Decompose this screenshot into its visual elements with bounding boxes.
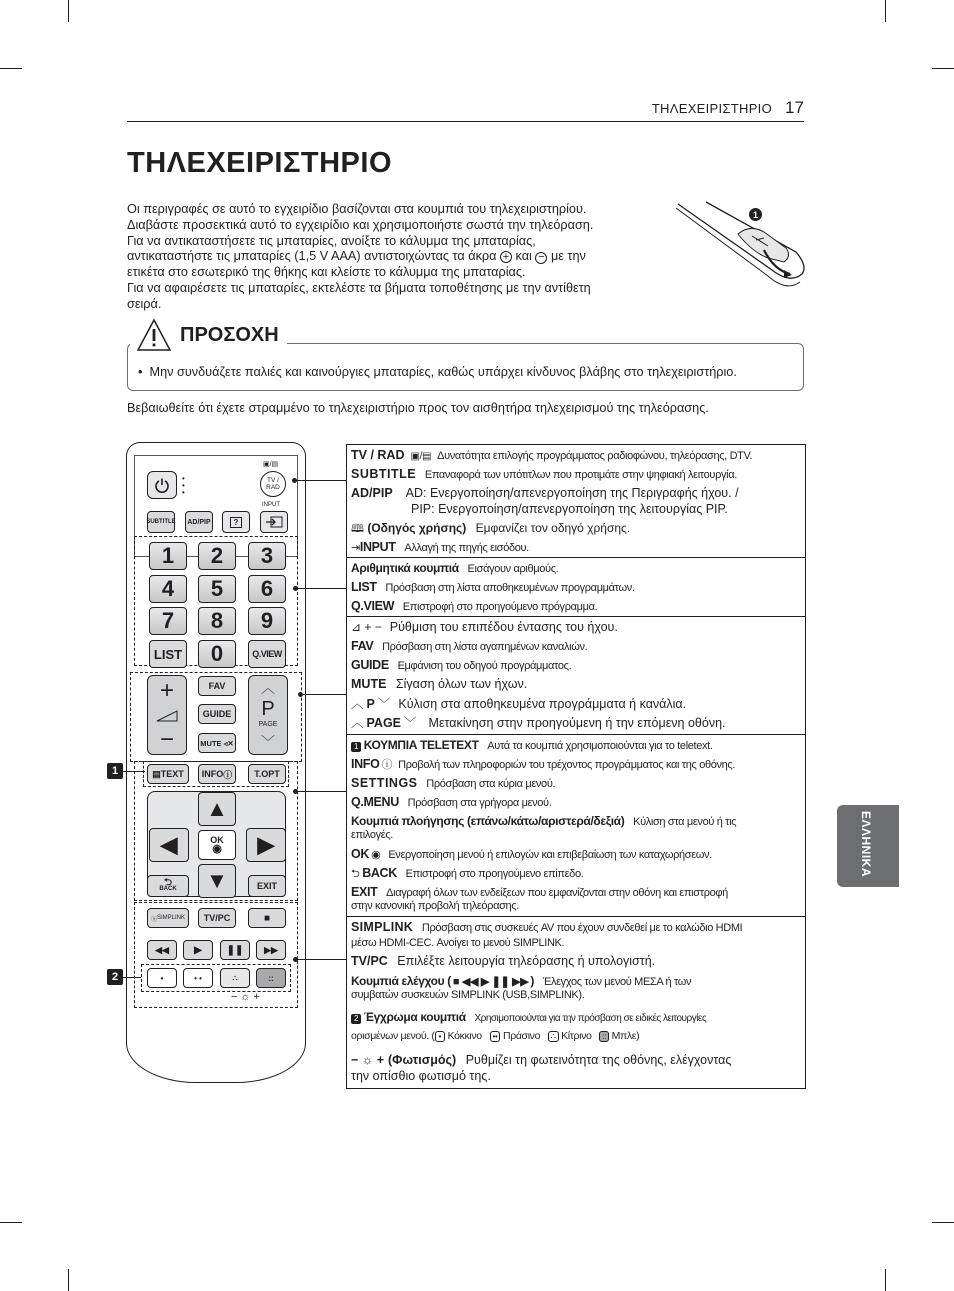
row-control-buttons-cont: συμβατών συσκευών SIMPLINK (USB,SIMPLINK). (351, 989, 585, 1001)
nav-down-button[interactable]: ▼ (198, 864, 236, 898)
crop-mark (68, 1269, 69, 1291)
blue-key-icon: :: (599, 1031, 609, 1042)
nav-up-button[interactable]: ▲ (198, 792, 236, 826)
nav-left-button[interactable]: ◀ (149, 828, 189, 862)
warning-icon (136, 318, 172, 352)
play-button[interactable] (183, 940, 213, 960)
row-exit-cont: στην κανονική προβολή τηλεόρασης. (351, 900, 519, 912)
row-subtitle: SUBTITLE Επαναφορά των υπότιτλων που προτιμάτε στην ψηφιακή λειτουργία. (351, 467, 737, 481)
row-volume: ⊿ + − Ρύθμιση του επιπέδου έντασης του ήχου. (351, 620, 618, 634)
intro-line: σειρά. (127, 296, 162, 311)
subtitle-button[interactable]: SUBTITLE (147, 511, 175, 533)
intro-line: Για να αντικαταστήσετε τις μπαταρίες, ανοίξτε το κάλυμμα της μπαταρίας, (127, 233, 536, 248)
row-input: ⇥INPUT Αλλαγή της πηγής εισόδου. (351, 540, 529, 554)
chevron-down-icon: ﹀ (377, 697, 391, 711)
program-label: P (261, 698, 275, 721)
three-dots-icon: ∴ (232, 973, 238, 983)
guide-button[interactable]: GUIDE (198, 704, 236, 724)
chevron-down-icon: ﹀ (404, 716, 417, 730)
row-help: 🕮 (Οδηγός χρήσης) Εμφανίζει τον οδηγό χρήσης. (351, 521, 631, 535)
power-icon (154, 477, 170, 493)
row-exit: EXIT Διαγραφή όλων των ενδείξεων που εμφανίζονται στην οθόνη και επιστροφή (351, 885, 728, 899)
digit-6-button[interactable]: 6 (248, 575, 286, 603)
volume-up-icon: + (159, 676, 174, 704)
minus-terminal-icon: − (535, 252, 547, 264)
tv-rad-button[interactable]: TV / RAD (260, 471, 286, 497)
table-section-media (347, 917, 805, 1088)
page-number: 17 (785, 98, 804, 117)
dots-icon: • • • (182, 474, 185, 497)
back-icon: ⮌ (351, 868, 360, 880)
digit-3-button[interactable]: 3 (248, 542, 286, 570)
rewind-icon: ◀◀ (155, 944, 169, 955)
fav-button[interactable]: FAV (198, 676, 236, 696)
book-icon: 🕮 (351, 523, 364, 535)
crop-mark (68, 0, 69, 22)
book-icon: ? (230, 517, 243, 528)
caution-header (130, 318, 287, 352)
table-section-numbers (347, 558, 805, 617)
simplink-icon: Ⓢ (150, 916, 157, 923)
running-title: ΤΗΛΕΧΕΙΡΙΣΤΗΡΙΟ (651, 101, 772, 116)
pause-icon: ❚❚ (226, 944, 244, 956)
nav-right-button[interactable]: ▶ (246, 828, 286, 862)
fast-forward-icon: ▶▶ (264, 944, 278, 955)
row-backlight-cont: την οπίσθιο φωτισμό της. (351, 1069, 491, 1083)
back-icon: ⮌ (163, 877, 172, 888)
green-button[interactable] (183, 968, 213, 988)
row-color-buttons-cont: ορισμένων μενού. ( • Κόκκινο •• Πράσινο ∴ Κίτρινο :: Μπλε) (351, 1030, 640, 1042)
chevron-down-icon: ﹀ (261, 733, 275, 750)
teletext-callout: 1 (107, 763, 123, 779)
battery-step-callout: 1 (749, 208, 762, 221)
row-ad-pip-cont: PIP: Ενεργοποίηση/απενεργοποίηση της λειτουργίας PIP. (411, 502, 728, 516)
volume-down-icon: − (159, 726, 174, 754)
caution-bullet: • Μην συνδυάζετε παλιές και καινούργιες μπαταρίες, καθώς υπάρχει κίνδυνος βλάβης στο τηλεχειριστήριο. (138, 365, 737, 379)
volume-rocker[interactable] (147, 675, 187, 755)
input-button[interactable] (260, 511, 288, 533)
backlight-icon: −☼+ (231, 991, 263, 1003)
intro-text (127, 202, 667, 313)
intro-line: Οι περιγραφές σε αυτό το εγχειρίδιο βασίζονται στα κουμπιά του τηλεχειριστηρίου. (127, 202, 587, 216)
red-key-icon: • (435, 1031, 445, 1042)
back-button[interactable]: ⮌ BACK (147, 875, 189, 897)
digit-0-button[interactable]: 0 (198, 640, 236, 668)
tvrad-icon: ▣/▤ (263, 461, 279, 468)
header-rule (127, 121, 804, 122)
intro-line: Για να αφαιρέσετε τις μπαταρίες, εκτελέστε τα βήματα τοποθέτησης με την αντίθετη (127, 280, 591, 295)
four-dots-icon: :: (268, 973, 274, 983)
chevron-up-icon: ︿ (261, 680, 275, 697)
leader-line (297, 588, 346, 589)
language-tab-label: ΕΛΛΗΝΙΚΑ (859, 811, 873, 878)
text-icon: ▤ (152, 768, 161, 779)
row-nav-buttons-cont: επιλογές. (351, 829, 393, 841)
row-mute: MUTE Σίγαση όλων των ήχων. (351, 677, 528, 691)
row-page: ︿ PAGE ﹀ Μετακίνηση στην προηγούμενη ή την επόμενη οθόνη. (351, 716, 726, 730)
orientation-note: Βεβαιωθείτε ότι έχετε στραμμένο το τηλεχειριστήριο προς τον αισθητήρα τηλεχειρισμού της τηλεόρασης. (127, 401, 709, 415)
two-dots-icon: • • (194, 973, 202, 983)
digit-9-button[interactable]: 9 (248, 607, 286, 635)
row-fav: FAV Πρόσβαση στη λίστα αγαπημένων καναλιών. (351, 639, 588, 653)
digit-5-button[interactable]: 5 (198, 575, 236, 603)
color-keys-callout: 2 (107, 969, 123, 985)
row-control-buttons: Κουμπιά ελέγχου ( ■ ◀◀ ▶ ❚❚ ▶▶ ) Έλεγχος των μενού ΜΕΣΑ ή των (351, 974, 692, 988)
ad-pip-button[interactable]: AD/PIP (185, 511, 213, 533)
row-tv-rad: TV / RAD ▣/▤ Δυνατότητα επιλογής προγράμματος ραδιοφώνου, τηλεόρασης, DTV. (351, 448, 753, 462)
red-button[interactable] (147, 968, 177, 988)
media-control-icons: ■ ◀◀ ▶ ❚❚ ▶▶ (452, 976, 529, 988)
yellow-button[interactable] (220, 968, 250, 988)
row-back: ⮌ BACK Επιστροφή στο προηγούμενο επίπεδο. (351, 866, 584, 880)
row-simplink-cont: μέσω HDMI-CEC. Ανοίγει το μενού SIMPLINK. (351, 937, 565, 949)
teletext-leader (123, 771, 145, 772)
chevron-up-icon: ︿ (351, 716, 364, 730)
language-tab (837, 805, 899, 887)
row-program: ︿ P ﹀ Κύλιση στα αποθηκευμένα προγράμματα ή κανάλια. (351, 697, 687, 711)
row-info: INFO ⓘ Προβολή των πληροφοριών του τρέχοντος προγράμματος και της οθόνης. (351, 757, 736, 771)
plus-terminal-icon: + (500, 251, 512, 263)
intro-line: ετικέτα στο εσωτερικό της θήκης και κλείστε το κάλυμμα της μπαταρίας. (127, 265, 526, 280)
row-settings: SETTINGS Πρόσβαση στα κύρια μενού. (351, 776, 556, 790)
info-button[interactable]: INFO ⓘ (198, 764, 236, 784)
t-opt-button[interactable]: T.OPT (248, 764, 286, 784)
crop-mark (885, 1269, 886, 1291)
rewind-button[interactable] (147, 940, 177, 960)
row-ok: OK ◉ Ενεργοποίηση μενού ή επιλογών και επιβεβαίωση των καταχωρήσεων. (351, 847, 712, 861)
table-section-navigation (347, 735, 805, 917)
row-nav-buttons: Κουμπιά πλοήγησης (επάνω/κάτω/αριστερά/δεξιά) Κύλιση στα μενού ή τις (351, 814, 737, 828)
green-key-icon: •• (490, 1031, 501, 1042)
leader-line (296, 480, 346, 481)
row-tv-pc: TV/PC Επιλέξτε λειτουργία τηλεόρασης ή υπολογιστή. (351, 954, 656, 968)
battery-cover-illustration (672, 200, 807, 295)
crop-mark (0, 68, 22, 69)
tv-pc-button[interactable]: TV/PC (198, 908, 236, 928)
row-guide: GUIDE Εμφάνιση του οδηγού προγράμματος. (351, 658, 572, 672)
play-icon: ▶ (194, 944, 202, 956)
tv-rad-icon: ▣/▤ (410, 451, 432, 462)
leader-line (297, 791, 346, 792)
leader-line (302, 694, 346, 695)
color-keys-leader (123, 977, 141, 978)
table-section-top (347, 445, 805, 558)
row-teletext: 1 ΚΟΥΜΠΙΑ TELETEXT Αυτά τα κουμπιά χρησιμοποιούνται για το teletext. (351, 738, 803, 753)
row-simplink: SIMPLINK Πρόσβαση στις συσκευές AV που έχουν συνδεθεί με το καλώδιο HDMI (351, 920, 743, 934)
chevron-up-icon: ︿ (351, 697, 364, 711)
caution-title: ΠΡΟΣΟΧΗ (180, 323, 279, 346)
crop-mark (885, 0, 886, 22)
row-backlight: − ☼ + (Φωτισμός) Ρυθμίζει τη φωτεινότητα της οθόνης, ελέγχοντας (351, 1053, 732, 1067)
input-label: INPUT (262, 502, 280, 508)
row-color-buttons: 2 Έγχρωμα κουμπιά Χρησιμοποιούνται για την πρόσβαση σε ειδικές λειτουργίες (351, 1010, 803, 1026)
color-keys-callout-badge: 2 (351, 1014, 361, 1024)
row-q-menu: Q.MENU Πρόσβαση στα γρήγορα μενού. (351, 795, 552, 809)
simplink-button[interactable]: Ⓢ SIMPLINK (147, 908, 189, 928)
teletext-callout-badge: 1 (351, 742, 361, 752)
page-label: PAGE (258, 720, 278, 728)
one-dot-icon: • (160, 973, 164, 983)
mute-button[interactable]: MUTE ◃✕ (198, 733, 236, 753)
input-icon: ⇥ (351, 542, 360, 554)
digit-2-button[interactable]: 2 (198, 542, 236, 570)
button-description-table (346, 444, 806, 1089)
yellow-key-icon: ∴ (548, 1031, 559, 1042)
fast-forward-button[interactable] (256, 940, 286, 960)
q-view-button[interactable]: Q.VIEW (248, 640, 286, 668)
stop-button[interactable] (248, 908, 286, 928)
list-button[interactable]: LIST (149, 640, 187, 668)
pause-button[interactable] (220, 940, 250, 960)
digit-1-button[interactable]: 1 (149, 542, 187, 570)
volume-icon: ⊿ + − (351, 620, 382, 634)
crop-mark (0, 1222, 22, 1223)
digit-4-button[interactable]: 4 (149, 575, 187, 603)
mute-icon: ◃✕ (223, 738, 234, 748)
info-icon: ⓘ (223, 769, 233, 780)
text-button[interactable]: ▤ TEXT (147, 764, 189, 784)
crop-mark (932, 68, 954, 69)
blue-button[interactable] (256, 968, 286, 988)
power-button[interactable] (147, 471, 177, 499)
digit-8-button[interactable]: 8 (198, 607, 236, 635)
program-rocker[interactable] (248, 675, 288, 755)
row-q-view: Q.VIEW Επιστροφή στο προηγούμενο πρόγραμμα. (351, 599, 598, 613)
page-title: ΤΗΛΕΧΕΙΡΙΣΤΗΡΙΟ (127, 147, 393, 179)
row-number-buttons: Αριθμητικά κουμπιά Εισάγουν αριθμούς. (351, 561, 559, 575)
stop-icon: ■ (263, 912, 271, 924)
digit-7-button[interactable]: 7 (149, 607, 187, 635)
intro-line: αντικαταστήστε τις μπαταρίες (1,5 V AAA) αντιστοιχώντας τα άκρα + και − με την (127, 249, 586, 264)
row-ad-pip: AD/PIP AD: Ενεργοποίηση/απενεργοποίηση της Περιγραφής ήχου. / (351, 486, 739, 500)
intro-line: Διαβάστε προσεκτικά αυτό το εγχειρίδιο και χρησιμοποιήστε σωστά την τηλεόραση. (127, 217, 594, 232)
exit-button[interactable]: EXIT (248, 875, 286, 897)
row-list: LIST Πρόσβαση στη λίστα αποθηκευμένων προγραμμάτων. (351, 580, 635, 594)
remote-control-illustration (126, 442, 306, 1083)
crop-mark (932, 1222, 954, 1223)
ok-icon: ◉ (212, 843, 222, 855)
table-section-volume (347, 617, 805, 735)
ok-button[interactable]: OK ◉ (198, 830, 236, 860)
leader-line (297, 959, 346, 960)
help-button[interactable] (222, 511, 250, 533)
info-icon: ⓘ (381, 759, 393, 771)
backlight-icon: − ☼ + (351, 1053, 385, 1067)
volume-icon (156, 710, 178, 722)
input-icon (265, 516, 283, 528)
ok-icon: ◉ (371, 849, 381, 861)
